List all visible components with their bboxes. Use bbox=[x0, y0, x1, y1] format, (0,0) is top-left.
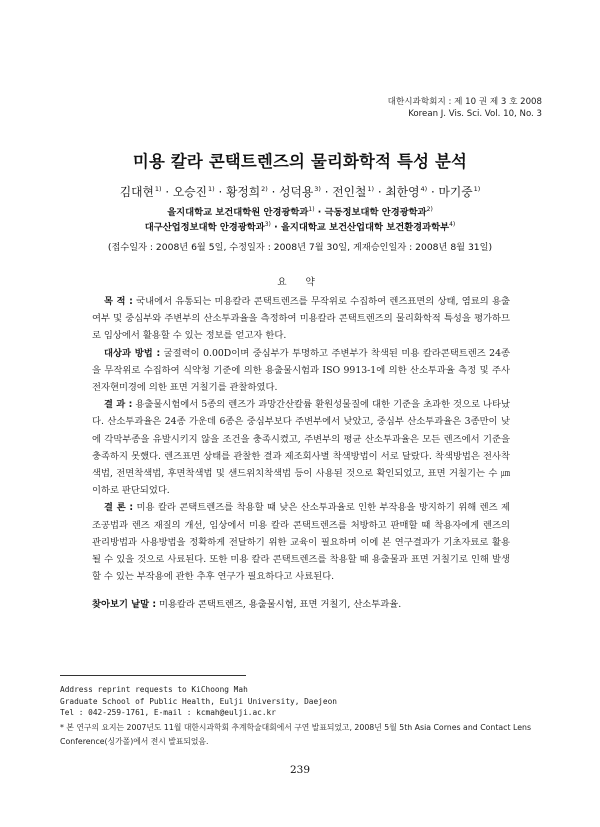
keywords bbox=[92, 596, 522, 610]
abstract-conclusion-label: 결 론 : bbox=[104, 502, 134, 514]
keywords-label: 찾아보기 낱말 : bbox=[92, 599, 157, 610]
abstract-purpose bbox=[92, 293, 510, 345]
author-name: 최한영 bbox=[385, 185, 420, 199]
abstract-body bbox=[92, 293, 510, 585]
presentation-note: * 본 연구의 요지는 2007년도 11월 대한시과학회 추계학술대회에서 구연 발표되었고, 2008년 5월 5th Asia Cornes and Contact Lens Conference(싱가폴)에서 전시 발표되었음. bbox=[60, 723, 532, 746]
affiliation-mark: 1) bbox=[308, 206, 315, 213]
abstract-methods-label: 대상과 방법 : bbox=[104, 347, 161, 359]
page-number: 239 bbox=[289, 764, 311, 776]
author-list: 김대현$^{1)}$ · 오승진$^{1)}$ · 황정희$^{2)}$ · 성덕용$^{3)}$ · 전인철$^{1)}$ · 최한영$^{4)}$ · 마기중$^{1)}$ bbox=[119, 185, 481, 199]
author-name: 마기중 bbox=[438, 185, 473, 199]
footnote-line: Address reprint requests to KiChoong Mah bbox=[60, 685, 248, 694]
author-affil-mark: 1) bbox=[154, 185, 162, 193]
abstract-heading: 요 약 bbox=[277, 277, 323, 288]
abstract-results bbox=[92, 396, 510, 499]
journal-header bbox=[388, 96, 542, 120]
abstract-purpose-label: 목 적 : bbox=[104, 296, 133, 307]
keywords-text: 미용칼라 콘택트렌즈, 용출물시험, 표면 거칠기, 산소투과율. bbox=[159, 599, 402, 610]
abstract-conclusion bbox=[92, 499, 510, 585]
author-affil-mark: 1) bbox=[367, 185, 375, 193]
author-name: 성덕용 bbox=[279, 185, 314, 199]
affiliation: 을지대학교 보건대학원 안경광학과 bbox=[167, 207, 309, 218]
journal-name-korean: 대한시과학회지 : 제 10 권 제 3 호 2008 bbox=[387, 97, 542, 107]
journal-name-english: Korean J. Vis. Sci. Vol. 10, No. 3 bbox=[408, 109, 542, 119]
abstract-results-label: 결 과 : bbox=[104, 399, 133, 411]
footnote-divider bbox=[60, 675, 246, 676]
abstract-results-text: 용출물시험에서 5종의 렌즈가 과망간산칼륨 환원성물질에 대한 기준을 초과한 것으로 나타났다. 산소투과율은 24종 가운데 6종은 중심부보다 주변부에서 낮았고, 중심부 산소투과율은 3종만이 낮에 각막부종을 유발시키지 않을 조건을 충족시켰고, 주변부의 평균 산소투과율은 모든 렌즈에서 기준을 충족하지 못했다. 렌즈표면 상태를 관찰한 결과 제조회사별 착색방법이 서로 달랐다. 착색방법은 전사착색법, 전면착색법, 후면착색법 및 샌드위치착색법 등이 사용된 것으로 확인되었고, 표면 거칠기는 수 ㎛ 이하로 판단되었다. bbox=[92, 399, 510, 497]
paper-title: 미용 칼라 콘택트렌즈의 물리화학적 특성 분석 bbox=[132, 152, 468, 171]
affiliation-line-1: 을지대학교 보건대학원 안경광학과$^{1)}$ · 극동정보대학 안경광학과$^{2)}$ bbox=[167, 206, 433, 218]
abstract-methods-text: 굴절력이 0.00D이며 중심부가 투명하고 주변부가 착색된 미용 칼라콘택트렌즈 24종을 무작위로 수집하여 식약청 기준에 의한 용출물시험과 ISO 9913-1에 의한 산소투과율 측정 및 주사전자현미경에 의한 표면 거칠기를 관찰하였다. bbox=[92, 347, 510, 394]
author-name: 오승진 bbox=[172, 185, 208, 199]
affiliation-mark: 2) bbox=[426, 206, 433, 213]
author-name: 황정희 bbox=[225, 185, 261, 199]
affiliation: 대구산업정보대학 안경광학과 bbox=[144, 222, 265, 233]
abstract-methods bbox=[92, 345, 510, 397]
author-affil-mark: 1) bbox=[473, 185, 481, 193]
affiliation-mark: 4) bbox=[449, 221, 456, 228]
correspondence-footnote bbox=[60, 684, 337, 719]
author-affil-mark: 4) bbox=[420, 185, 428, 193]
abstract-purpose-text: 국내에서 유통되는 미용칼라 콘택트렌즈를 무작위로 수집하여 렌즈표면의 상태, 염료의 용출 여부 및 중심부와 주변부의 산소투과율을 측정하여 미용칼라 콘택트렌즈의 물리화학적 특성을 평가하므로 임상에서 활용할 수 있는 정보를 얻고자 한다. bbox=[92, 296, 510, 342]
footnote-line: Graduate School of Public Health, Eulji University, Daejeon bbox=[60, 696, 337, 706]
affiliation-line-2: 대구산업정보대학 안경광학과$^{3)}$ · 을지대학교 보건산업대학 보건환경과학부$^{4)}$ bbox=[144, 221, 456, 233]
author-affil-mark: 1) bbox=[208, 185, 215, 193]
submission-dates: (접수일자 : 2008년 6월 5일, 수정일자 : 2008년 7월 30일, 게재승인일자 : 2008년 8월 31일) bbox=[107, 242, 493, 253]
author-name: 전인철 bbox=[332, 185, 367, 199]
affiliation-mark: 3) bbox=[264, 221, 271, 228]
author-affil-mark: 3) bbox=[314, 185, 321, 193]
author-name: 김대현 bbox=[119, 185, 154, 199]
author-affil-mark: 2) bbox=[261, 185, 268, 193]
affiliation: 을지대학교 보건산업대학 보건환경과학부 bbox=[280, 222, 450, 233]
affiliation: 극동정보대학 안경광학과 bbox=[324, 207, 427, 218]
abstract-conclusion-text: 미용 칼라 콘택트렌즈를 착용할 때 낮은 산소투과율로 인한 부작용을 방지하기 위해 렌즈 제조공법과 렌즈 재질의 개선, 임상에서 미용 칼라 콘택트렌즈를 처방하고 판매할 때 착용자에게 렌즈의 관리방법과 사용방법을 정확하게 전달하기 위한 교육이 필요하며 이에 본 연구결과가 기초자료로 활용될 수 있을 것으로 사료된다. 또한 미용 칼라 콘택트렌즈를 착용할 때 용출물과 표면 거칠기로 인해 발생할 수 있는 부작용에 관한 추후 연구가 필요하다고 사료된다. bbox=[92, 502, 510, 583]
footnote-line: Tel : 042-259-1761, E-mail : kcmah@eulji.ac.kr bbox=[60, 708, 276, 718]
